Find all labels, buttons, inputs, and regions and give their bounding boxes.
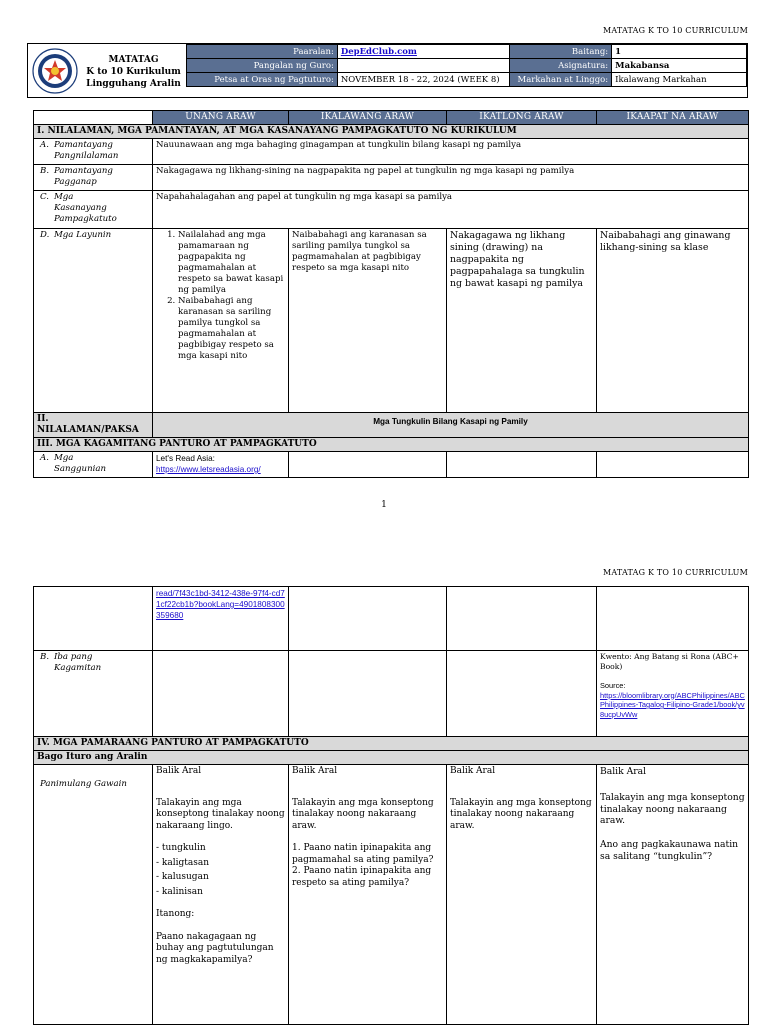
section1-title: I. NILALAMAN, MGA PAMANTAYAN, AT MGA KASANAYANG PAMPAGKATUTO NG KURIKULUM (34, 125, 749, 139)
objective-item-2: 2. Naibabahagi ang karanasan sa sariling pamilya tungkol sa pagmamahalan at pagbibigay respeto sa mga kasapi nito (178, 296, 285, 362)
letsreadasia-book-link[interactable]: read/7f43c1bd-3412-438e-97f4-cd71cf22cb1b?bookLang=4901808300359680 (156, 589, 285, 620)
review-heading: Balik Aral (600, 766, 647, 777)
quarter-value: Ikalawang Markahan (612, 73, 747, 87)
teacher-value (337, 59, 509, 73)
lesson-table-page2 (33, 586, 749, 1025)
school-label: Paaralan: (187, 45, 338, 59)
lesson-header-block (27, 43, 748, 98)
starter-day3: Balik Aral Talakayin ang mga konseptong tinalakay noong nakaraang araw. (447, 765, 597, 1025)
review-heading: Balik Aral (156, 766, 202, 776)
content-standard-label: A. Pamantayang Pangnilalaman (34, 139, 153, 165)
review-heading: Balik Aral (292, 766, 338, 776)
section4-title: IV. MGA PAMARAANG PANTURO AT PAMPAGKATUTO (34, 737, 749, 751)
deped-seal-icon (32, 48, 78, 94)
info-table (186, 44, 747, 87)
grade-label: Baitang: (509, 45, 611, 59)
section2-title: II. NILALAMAN/PAKSA (34, 413, 153, 438)
section2-value: Mga Tungkulin Bilang Kasapi ng Pamily (153, 413, 749, 438)
day4-header: IKAAPAT NA ARAW (597, 111, 749, 125)
lesson-table-page1 (33, 110, 749, 478)
review-heading: Balik Aral (450, 766, 496, 776)
content-standard-value: Nauunawaan ang mga bahaging ginagampan at tungkulin bilang kasapi ng pamilya (153, 139, 749, 165)
references-day1-continued (153, 587, 289, 651)
starter-day4: Balik Aral Talakayin ang mga konseptong tinalakay noong nakaraang araw. Ano ang pagkakaunawa natin sa salitang “tungkulin”? (597, 765, 749, 1025)
performance-standard-value: Nakagagawa ng likhang-sining na nagpapakita ng papel at tungkulin ng mga kasapi ng pamilya (153, 165, 749, 191)
objective-item-1: 1. Nailalahad ang mga pamamaraan ng pagpapakita ng pagmamahalan at respeto sa bawat kasapi ng pamilya (178, 230, 285, 296)
day1-header: UNANG ARAW (153, 111, 289, 125)
references-label: A. Mga Sanggunian (34, 452, 153, 478)
document-title: MATATAG K to 10 Kurikulum Lingguhang Aralin (86, 55, 181, 89)
objectives-day1 (153, 229, 289, 413)
teacher-label: Pangalan ng Guro: (187, 59, 338, 73)
school-value[interactable]: DepEdClub.com (337, 45, 509, 59)
references-day1: Let's Read Asia: https://www.letsreadasia.org/ (153, 452, 289, 478)
letsreadasia-link[interactable]: https://www.letsreadasia.org/ (156, 465, 261, 474)
competencies-label: C. Mga Kasanayang Pampagkatuto (34, 191, 153, 229)
objectives-label: D. Mga Layunin (34, 229, 153, 413)
objectives-day4: Naibabahagi ang ginawang likhang-sining sa klase (597, 229, 749, 413)
running-header: MATATAG K TO 10 CURRICULUM (602, 568, 748, 577)
date-value: NOVEMBER 18 - 22, 2024 (WEEK 8) (337, 73, 509, 87)
other-materials-day4: Kwento: Ang Batang si Rona (ABC+ Book) Source: https://bloomlibrary.org/ABCPhilippines/ABCPhilippines-Tagalog-Filipino-Grade1/book/yv8ucpUvWw (597, 651, 749, 737)
grade-value: 1 (612, 45, 747, 59)
objectives-day3: Nakagagawa ng likhang sining (drawing) na nagpapakita ng pagpapahalaga sa tungkulin ng bawat kasapi ng pamilya (447, 229, 597, 413)
section3-title: III. MGA KAGAMITANG PANTURO AT PAMPAGKATUTO (34, 438, 749, 452)
other-materials-label: B. Iba pang Kagamitan (34, 651, 153, 737)
subject-label: Asignatura: (509, 59, 611, 73)
page-number: 1 (381, 500, 387, 510)
day2-header: IKALAWANG ARAW (289, 111, 447, 125)
starter-day2: Balik Aral Talakayin ang mga konseptong tinalakay noong nakaraang araw. 1. Paano natin ipinapakita ang pagmamahal sa ating pamilya? 2. Paano natin ipinapakita ang respeto sa ating pamilya? (289, 765, 447, 1025)
quarter-label: Markahan at Linggo: (509, 73, 611, 87)
subject-value: Makabansa (612, 59, 747, 73)
starter-day1: Balik Aral Talakayin ang mga konseptong tinalakay noong nakaraang lingo. - tungkulin - kaligtasan - kalusugan - kalinisan Itanong: Paano nakagagaan ng buhay ang pagtutulungan ng magkakapamilya? (153, 765, 289, 1025)
objectives-day2: Naibabahagi ang karanasan sa sariling pamilya tungkol sa pagmamahalan at pagbibigay respeto sa mga kasapi nito (289, 229, 447, 413)
running-header: MATATAG K TO 10 CURRICULUM (602, 26, 748, 35)
section4-subtitle: Bago Ituro ang Aralin (34, 751, 749, 765)
day3-header: IKATLONG ARAW (447, 111, 597, 125)
bloomlibrary-link[interactable]: https://bloomlibrary.org/ABCPhilippines/ABCPhilippines-Tagalog-Filipino-Grade1/book/yv8ucpUvWw (600, 690, 745, 719)
competencies-value: Napahahalagahan ang papel at tungkulin ng mga kasapi sa pamilya (153, 191, 749, 229)
date-label: Petsa at Oras ng Pagtuturo: (187, 73, 338, 87)
starter-activity-label: Panimulang Gawain (34, 765, 153, 1025)
performance-standard-label: B. Pamantayang Pagganap (34, 165, 153, 191)
